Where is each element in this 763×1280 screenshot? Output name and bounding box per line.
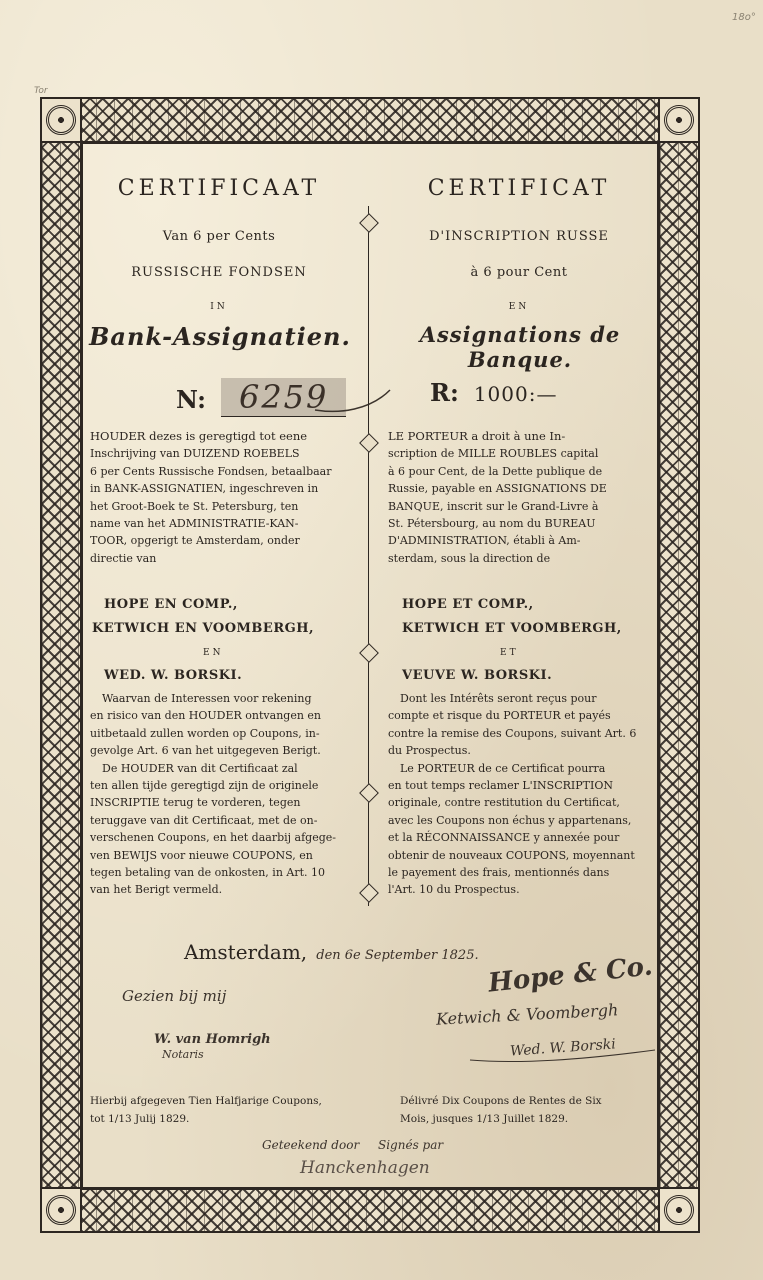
dutch-coupons-line-1: Hierbij afgegeven Tien Halfjarige Coupons, <box>90 1095 322 1107</box>
french-firm-2: KETWICH ET VOOMBERGH, <box>402 621 622 636</box>
dutch-p2-line: ven BEWIJS voor nieuwe COUPONS, en <box>90 848 313 862</box>
notary-seen-text: Gezien bij mij <box>122 987 227 1005</box>
french-p2-line: avec les Coupons non échus y appartenans, <box>388 813 632 827</box>
french-p2-line: compte et risque du PORTEUR et payés <box>388 709 611 723</box>
french-paragraph-1 <box>388 428 646 567</box>
french-p1-line: scription de MILLE ROUBLES capital <box>388 447 599 461</box>
dutch-paragraph-2 <box>90 690 344 899</box>
french-coupons-text <box>400 1092 602 1128</box>
amount-label: R: <box>430 378 459 407</box>
dutch-p2-line: gevolge Art. 6 van het uitgegeven Berigt. <box>90 744 321 758</box>
french-title: CERTIFICAT <box>427 176 611 201</box>
ornamental-border-right <box>658 97 700 1233</box>
corner-rosette-icon <box>40 97 82 143</box>
french-p2-line: l'Art. 10 du Prospectus. <box>388 883 520 897</box>
dutch-p2-line: van het Berigt vermeld. <box>90 883 223 897</box>
french-subtitle-2: à 6 pour Cent <box>470 265 568 280</box>
dutch-paragraph-1 <box>90 428 344 567</box>
french-p2-line: en tout temps reclamer L'INSCRIPTION <box>388 779 613 793</box>
place-date <box>184 940 479 964</box>
french-p1-line: Russie, payable en ASSIGNATIONS DE <box>388 482 607 496</box>
ornamental-border-top <box>40 97 700 143</box>
french-firm-and: ET <box>500 648 519 658</box>
dutch-p1-line: het Groot-Boek te St. Petersburg, ten <box>90 499 299 513</box>
french-p2-line: obtenir de nouveaux COUPONS, moyennant <box>388 848 635 862</box>
signature-notary: W. van Homrigh <box>154 1032 271 1047</box>
dutch-p2-line: INSCRIPTIE terug te vorderen, tegen <box>90 796 301 810</box>
french-p1-line: LE PORTEUR a droit à une In- <box>388 429 566 443</box>
french-firm-3: VEUVE W. BORSKI. <box>402 668 553 683</box>
column-divider <box>366 206 370 906</box>
french-p1-line: sterdam, sous la direction de <box>388 551 551 565</box>
number-flourish <box>310 380 400 420</box>
french-p2-line: Le PORTEUR de ce Certificat pourra <box>400 761 606 775</box>
corner-rosette-icon <box>658 1187 700 1233</box>
pencil-note-top-left: Tor <box>34 86 48 96</box>
dutch-p2-line: en risico van den HOUDER ontvangen en <box>90 709 322 723</box>
french-p1-line: St. Pétersbourg, au nom du BUREAU <box>388 517 596 531</box>
number-label: N: <box>176 385 206 414</box>
dutch-p2-line: De HOUDER van dit Certificaat zal <box>102 761 298 775</box>
dutch-p2-line: ten allen tijde geregtigd zijn de originele <box>90 779 319 793</box>
signature-borski: Wed. W. Borski <box>509 1036 617 1060</box>
dutch-p1-line: directie van <box>90 551 157 565</box>
dutch-firm-3: WED. W. BORSKI. <box>104 668 243 683</box>
corner-rosette-icon <box>40 1187 82 1233</box>
dutch-p2-line: uitbetaald zullen worden op Coupons, in- <box>90 726 320 740</box>
signature-flourish <box>460 1030 660 1070</box>
dutch-subtitle-1: Van 6 per Cents <box>162 229 276 244</box>
dutch-heading: Bank-Assignatien. <box>89 322 351 351</box>
place: Amsterdam, <box>184 940 308 964</box>
dutch-firm-and: EN <box>203 648 224 658</box>
dutch-p2-line: Waarvan de Interessen voor rekening <box>102 692 312 705</box>
ornamental-border-left <box>40 97 82 1233</box>
french-firm-1: HOPE ET COMP., <box>402 597 534 612</box>
french-p2-line: Dont les Intérêts seront reçus pour <box>400 692 597 705</box>
french-p2-line: et la RÉCONNAISSANCE y annexée pour <box>388 831 620 845</box>
signature-bottom: Hanckenhagen <box>300 1158 430 1178</box>
french-p2-line: originale, contre restitution du Certificat, <box>388 796 620 810</box>
dutch-signed-label: Geteekend door <box>262 1138 360 1152</box>
dutch-p1-line: Inschrijving van DUIZEND ROEBELS <box>90 447 300 461</box>
amount-value: 1000:— <box>473 382 558 406</box>
dutch-p1-line: TOOR, opgerigt te Amsterdam, onder <box>90 534 300 548</box>
french-p2-line: le payement des frais, mentionnés dans <box>388 866 610 880</box>
dutch-p2-line: tegen betaling van de onkosten, in Art. 10 <box>90 866 326 880</box>
ornamental-border-bottom <box>40 1188 700 1233</box>
pencil-note-top-right: 18o° <box>732 12 756 23</box>
dutch-coupons-text <box>90 1092 322 1128</box>
french-p2-line: contre la remise des Coupons, suivant Art. 6 <box>388 726 637 740</box>
dutch-p1-line: 6 per Cents Russische Fondsen, betaalbaar <box>90 464 332 478</box>
dutch-subtitle-2: RUSSISCHE FONDSEN <box>131 265 307 280</box>
dutch-coupons-line-2: tot 1/13 Julij 1829. <box>90 1113 190 1125</box>
signature-ketwich-voombergh: Ketwich & Voombergh <box>435 1000 619 1029</box>
dutch-p1-line: in BANK-ASSIGNATIEN, ingeschreven in <box>90 482 319 496</box>
date: den 6e September 1825. <box>316 948 479 963</box>
french-heading: Assignations de Banque. <box>419 322 621 372</box>
dutch-p1-line: name van het ADMINISTRATIE-KAN- <box>90 517 299 531</box>
notary-title: Notaris <box>162 1048 204 1061</box>
dutch-p2-line: teruggave van dit Certificaat, met de on- <box>90 813 318 827</box>
french-paragraph-2 <box>388 690 646 899</box>
dutch-firm-1: HOPE EN COMP., <box>104 597 238 612</box>
corner-rosette-icon <box>658 97 700 143</box>
french-p1-line: à 6 pour Cent, de la Dette publique de <box>388 464 603 478</box>
french-subtitle-3: EN <box>508 302 530 312</box>
french-p2-line: du Prospectus. <box>388 744 471 758</box>
dutch-p1-line: HOUDER dezes is geregtigd tot eene <box>90 429 308 443</box>
french-p1-line: BANQUE, inscrit sur le Grand-Livre à <box>388 499 599 513</box>
french-signed-label: Signés par <box>378 1138 444 1152</box>
french-subtitle-1: D'INSCRIPTION RUSSE <box>429 229 609 244</box>
dutch-title: CERTIFICAAT <box>117 176 321 201</box>
certificate-amount <box>430 378 557 407</box>
french-coupons-line-2: Mois, jusques 1/13 Juillet 1829. <box>400 1113 569 1125</box>
dutch-firm-2: KETWICH EN VOOMBERGH, <box>92 621 315 636</box>
french-coupons-line-1: Délivré Dix Coupons de Rentes de Six <box>400 1095 602 1107</box>
dutch-p2-line: verschenen Coupons, en het daarbij afgege- <box>90 831 337 845</box>
signature-hope: Hope & Co. <box>486 951 654 999</box>
french-p1-line: D'ADMINISTRATION, établi à Am- <box>388 534 581 548</box>
dutch-subtitle-3: IN <box>210 302 228 312</box>
number-value: 6259 <box>221 378 346 417</box>
